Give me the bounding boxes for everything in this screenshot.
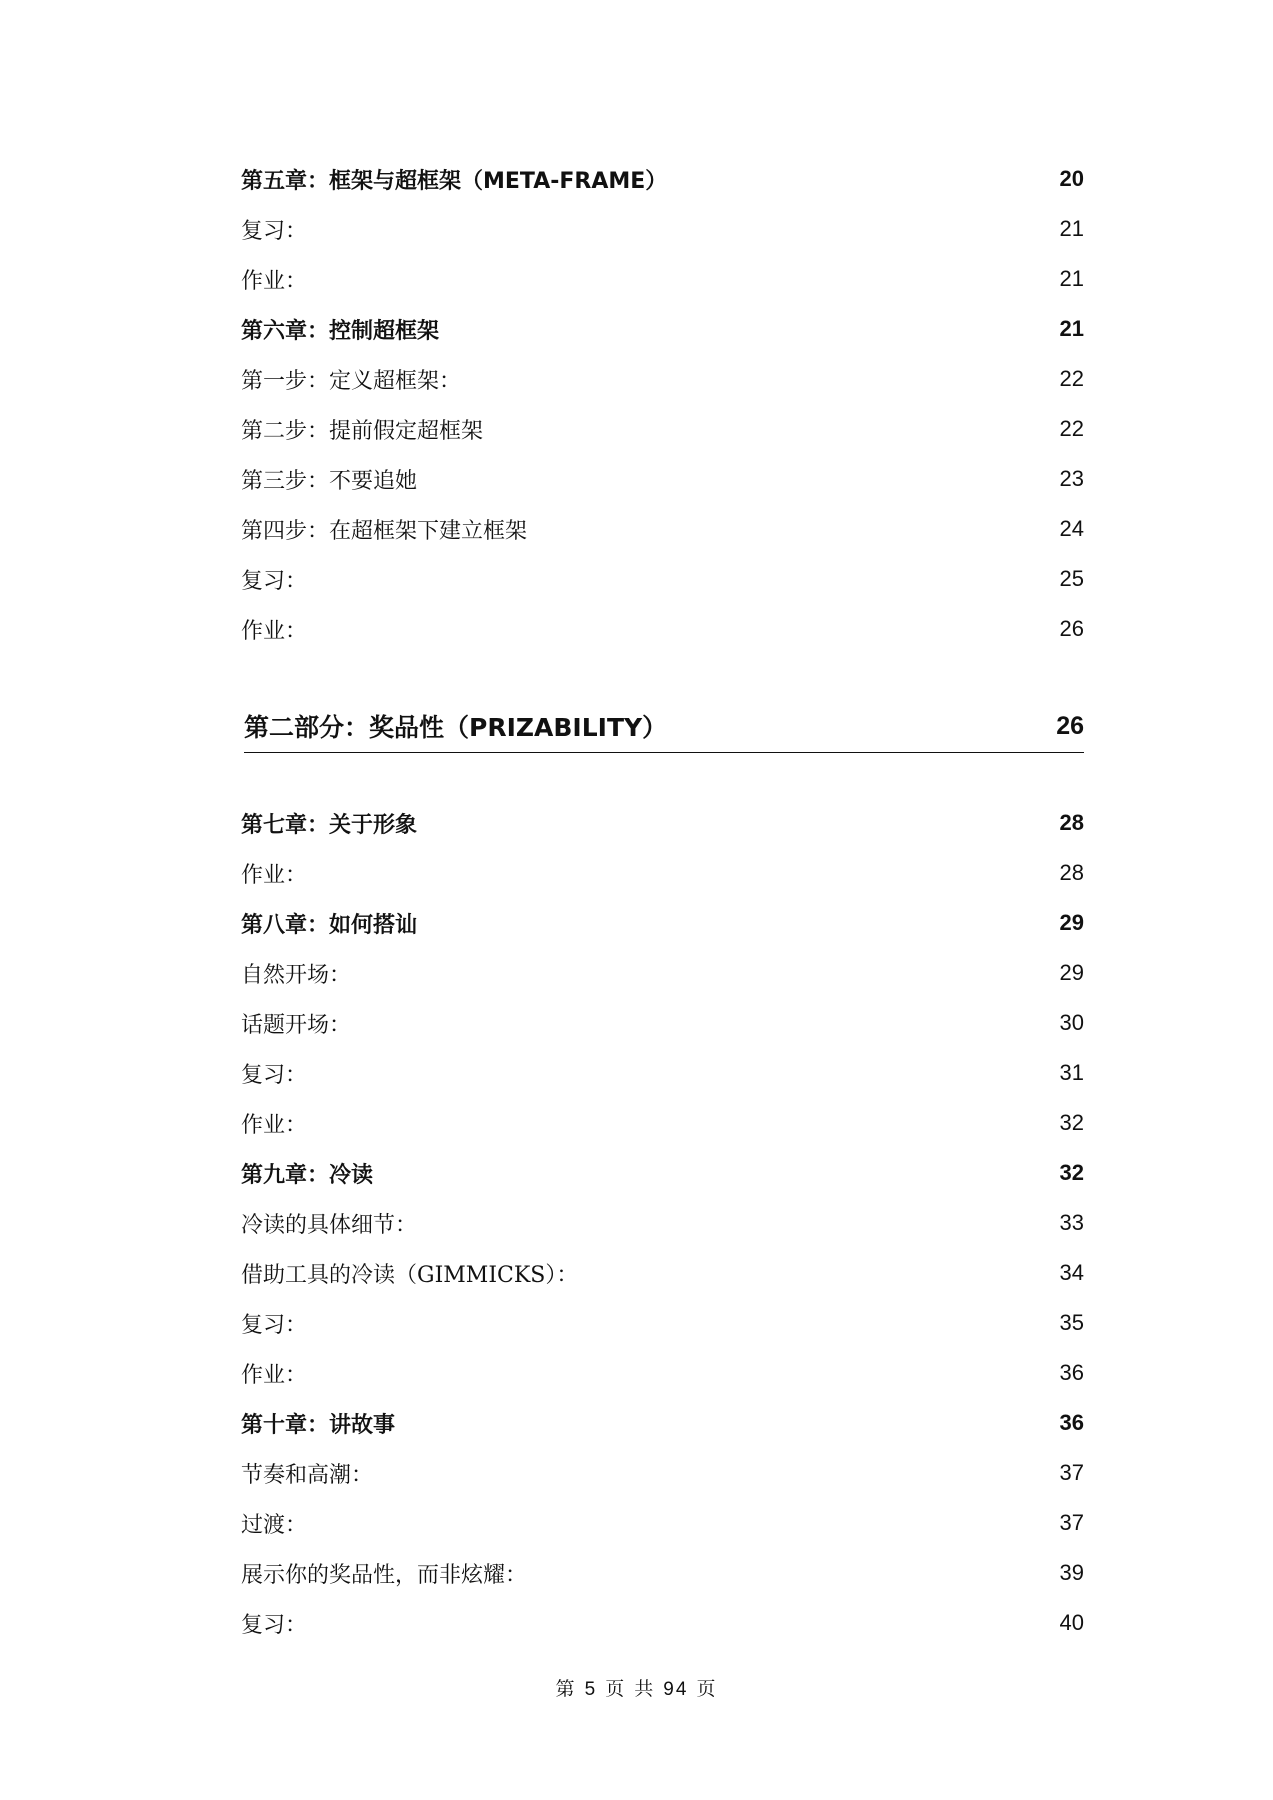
toc-entry-page: 32	[1059, 1110, 1084, 1135]
toc-entry-page: 36	[1059, 1360, 1084, 1385]
toc-entry-page: 22	[1059, 366, 1084, 391]
footer-current-page: 5	[584, 1679, 598, 1700]
toc-entry-page: 21	[1059, 316, 1084, 341]
toc-entry-page: 35	[1059, 1310, 1084, 1335]
page-footer	[0, 1674, 1273, 1701]
toc-entry-label: 作业：	[241, 1362, 308, 1388]
toc-entry-page: 36	[1059, 1410, 1084, 1435]
toc-entry[interactable]	[241, 898, 1084, 948]
toc-entry-page: 39	[1059, 1560, 1084, 1585]
toc-entry-page: 20	[1059, 166, 1084, 191]
toc-entry-label: 过渡：	[241, 1512, 308, 1538]
toc-entry-page: 28	[1059, 810, 1084, 835]
toc-entry-page: 31	[1059, 1060, 1084, 1085]
toc-entry[interactable]	[241, 848, 1084, 898]
toc-entry[interactable]	[241, 998, 1084, 1048]
toc-entry-page: 40	[1059, 1610, 1084, 1635]
toc-entry-label: 借助工具的冷读（GIMMICKS）：	[241, 1262, 579, 1288]
toc-entry-label: 节奏和高潮：	[241, 1462, 374, 1488]
toc-entry-label: 作业：	[241, 862, 308, 888]
toc-entry[interactable]	[241, 1098, 1084, 1148]
toc-entry-label: 第二步：提前假定超框架	[241, 418, 484, 444]
toc-part-page: 26	[1056, 711, 1084, 740]
toc-entry-page: 26	[1059, 616, 1084, 641]
toc-entry[interactable]	[241, 1598, 1084, 1648]
toc-entry[interactable]	[241, 604, 1084, 654]
toc-entry-label: 第七章：关于形象	[241, 812, 418, 838]
toc-entry-label: 第五章：框架与超框架（META-FRAME）	[241, 168, 668, 194]
toc-entry-page: 22	[1059, 416, 1084, 441]
toc-part-label: 第二部分：奖品性（PRIZABILITY）	[244, 713, 668, 742]
toc-entry-page: 29	[1059, 960, 1084, 985]
footer-prefix: 第	[555, 1678, 577, 1700]
toc-entry[interactable]	[241, 1248, 1084, 1298]
toc-entry-page: 33	[1059, 1210, 1084, 1235]
toc-entry[interactable]	[241, 1548, 1084, 1598]
toc-entry-page: 30	[1059, 1010, 1084, 1035]
toc-entry[interactable]	[241, 1348, 1084, 1398]
toc-entry-page: 32	[1059, 1160, 1084, 1185]
toc-entry[interactable]	[241, 948, 1084, 998]
toc-entry-label: 第八章：如何搭讪	[241, 912, 418, 938]
toc-entry-label: 冷读的具体细节：	[241, 1212, 418, 1238]
toc-entry-page: 37	[1059, 1510, 1084, 1535]
toc-entry-label: 第四步：在超框架下建立框架	[241, 518, 528, 544]
toc-entry[interactable]	[241, 504, 1084, 554]
toc-entry-page: 28	[1059, 860, 1084, 885]
footer-total-pages: 94	[663, 1679, 689, 1700]
toc-entry[interactable]	[241, 454, 1084, 504]
toc-entry-page: 34	[1059, 1260, 1084, 1285]
toc-entry[interactable]	[241, 304, 1084, 354]
toc-entry-label: 作业：	[241, 1112, 308, 1138]
toc-entry-page: 37	[1059, 1460, 1084, 1485]
toc-entry[interactable]	[241, 1498, 1084, 1548]
toc-entry-page: 29	[1059, 910, 1084, 935]
toc-entry[interactable]	[241, 1198, 1084, 1248]
toc-entry-label: 复习：	[241, 1612, 308, 1638]
toc-part-heading[interactable]	[244, 700, 1084, 753]
toc-entry-label: 作业：	[241, 268, 308, 294]
toc-entry-label: 复习：	[241, 218, 308, 244]
toc-entry[interactable]	[241, 254, 1084, 304]
toc-entry[interactable]	[241, 154, 1084, 204]
toc-entry-label: 复习：	[241, 568, 308, 594]
toc-entry-label: 作业：	[241, 618, 308, 644]
footer-suffix: 页	[696, 1678, 718, 1700]
toc-entry-page: 24	[1059, 516, 1084, 541]
toc-entry[interactable]	[241, 554, 1084, 604]
toc-entry[interactable]	[241, 798, 1084, 848]
toc-entry-label: 第九章：冷读	[241, 1162, 374, 1188]
toc-entry-label: 第一步：定义超框架：	[241, 368, 462, 394]
toc-entry[interactable]	[241, 1298, 1084, 1348]
toc-entry-label: 自然开场：	[241, 962, 352, 988]
toc-entry[interactable]	[241, 1448, 1084, 1498]
toc-entry-label: 复习：	[241, 1062, 308, 1088]
toc-entry-label: 话题开场：	[241, 1012, 352, 1038]
toc-entry-label: 第三步：不要追她	[241, 468, 418, 494]
toc-entry-page: 25	[1059, 566, 1084, 591]
toc-entry[interactable]	[241, 354, 1084, 404]
toc-entry-label: 第六章：控制超框架	[241, 318, 440, 344]
toc-entry[interactable]	[241, 1148, 1084, 1198]
toc-entry-page: 21	[1059, 266, 1084, 291]
toc-entry-label: 展示你的奖品性，而非炫耀：	[241, 1562, 528, 1588]
toc-entry[interactable]	[241, 1398, 1084, 1448]
toc-entry-page: 21	[1059, 216, 1084, 241]
toc-entry[interactable]	[241, 1048, 1084, 1098]
toc-entry[interactable]	[241, 404, 1084, 454]
footer-middle: 页 共	[605, 1678, 656, 1700]
toc-entry[interactable]	[241, 204, 1084, 254]
toc-entry-label: 第十章：讲故事	[241, 1412, 396, 1438]
toc-entry-label: 复习：	[241, 1312, 308, 1338]
toc-entry-page: 23	[1059, 466, 1084, 491]
